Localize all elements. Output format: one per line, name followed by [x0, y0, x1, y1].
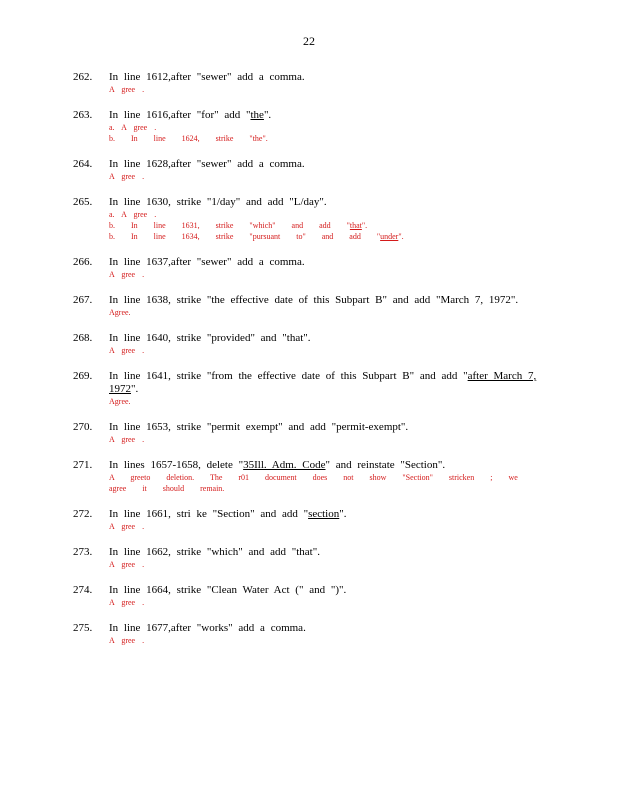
item-number: 272.: [73, 508, 93, 520]
item-text: In line 1638, strike "the effective date of this Subpart B" and add "March 7, 1972".: [109, 294, 519, 306]
text-segment: ".: [339, 508, 347, 520]
text-segment: In line 1616,after "for" add ": [109, 109, 251, 121]
item-number: 266.: [73, 256, 93, 268]
underlined-text: after March 7, 1972: [109, 370, 537, 395]
list-item: [0, 584, 618, 608]
item-number: 270.: [73, 421, 93, 433]
item-text: [109, 508, 539, 521]
item-number: 275.: [73, 622, 93, 634]
item-number: 265.: [73, 196, 93, 208]
item-text: In line 1677,after "works" add a comma.: [109, 622, 306, 634]
item-response: A gree .: [109, 85, 145, 94]
list-item: [0, 508, 618, 532]
text-segment: In lines 1657-1658, delete ": [109, 459, 244, 471]
item-response: Agree.: [109, 397, 131, 406]
item-text: In line 1637,after "sewer" add a comma.: [109, 256, 305, 268]
list-item: [0, 370, 618, 407]
item-text: In line 1630, strike "1/day" and add "L/day".: [109, 196, 327, 208]
list-item: [0, 256, 618, 280]
amendment-list: [0, 71, 618, 660]
text-segment: ".: [131, 383, 139, 395]
text-segment: ".: [398, 232, 404, 241]
item-response: A gree .: [109, 522, 145, 531]
underlined-text: the: [250, 109, 264, 121]
item-number: 274.: [73, 584, 93, 596]
list-item: [0, 421, 618, 445]
list-item: [0, 71, 618, 95]
text-segment: b. In line 1634, strike "pursuant to" and add ": [109, 232, 381, 241]
text-segment: " and reinstate "Section".: [325, 459, 446, 471]
list-item: [0, 158, 618, 182]
item-response: a. A gree .: [109, 123, 157, 132]
item-number: 264.: [73, 158, 93, 170]
item-number: 267.: [73, 294, 93, 306]
list-item: [0, 622, 618, 646]
list-item: [0, 459, 618, 494]
item-number: 262.: [73, 71, 93, 83]
item-text: In line 1628,after "sewer" add a comma.: [109, 158, 305, 170]
item-text: [109, 459, 539, 472]
item-number: 271.: [73, 459, 93, 471]
list-item: [0, 294, 618, 318]
item-number: 269.: [73, 370, 93, 382]
list-item: [0, 546, 618, 570]
page-number: 22: [303, 34, 315, 48]
item-response: A gree .: [109, 172, 145, 181]
item-text: In line 1612,after "sewer" add a comma.: [109, 71, 305, 83]
underlined-text: 35Ill. Adm. Code: [243, 459, 326, 471]
item-text: In line 1662, strike "which" and add "that".: [109, 546, 320, 558]
item-response: A gree .: [109, 270, 145, 279]
underlined-text: section: [308, 508, 340, 520]
item-text: [109, 109, 539, 122]
item-text: In line 1640, strike "provided" and "that".: [109, 332, 311, 344]
item-response: A gree .: [109, 598, 145, 607]
item-text: [109, 370, 539, 396]
item-response: A gree .: [109, 636, 145, 645]
item-response: A gree .: [109, 560, 145, 569]
item-text: In line 1664, strike "Clean Water Act (" and ")".: [109, 584, 347, 596]
item-response: [109, 231, 539, 242]
item-response: A greeto deletion. The r01 document does not show "Section" stricken ; we agree it should remain.: [109, 473, 518, 493]
text-segment: ".: [263, 109, 272, 121]
item-number: 263.: [73, 109, 93, 121]
text-segment: b. In line 1631, strike "which" and add ": [109, 221, 350, 230]
list-item: [0, 196, 618, 242]
item-response: Agree.: [109, 308, 131, 317]
underlined-text: under: [380, 232, 399, 241]
item-response: A gree .: [109, 346, 145, 355]
underlined-text: that: [349, 221, 362, 230]
item-number: 273.: [73, 546, 93, 558]
item-response: a. A gree .: [109, 210, 157, 219]
text-segment: In line 1641, strike "from the effective date of this Subpart B" and add ": [109, 370, 468, 382]
item-number: 268.: [73, 332, 93, 344]
list-item: [0, 109, 618, 144]
text-segment: In line 1661, stri ke "Section" and add ": [109, 508, 309, 520]
item-text: In line 1653, strike "permit exempt" and add "permit-exempt".: [109, 421, 409, 433]
item-response: A gree .: [109, 435, 145, 444]
item-response: b. In line 1624, strike "the".: [109, 134, 268, 143]
item-response: [109, 220, 539, 231]
list-item: [0, 332, 618, 356]
text-segment: ".: [361, 221, 368, 230]
